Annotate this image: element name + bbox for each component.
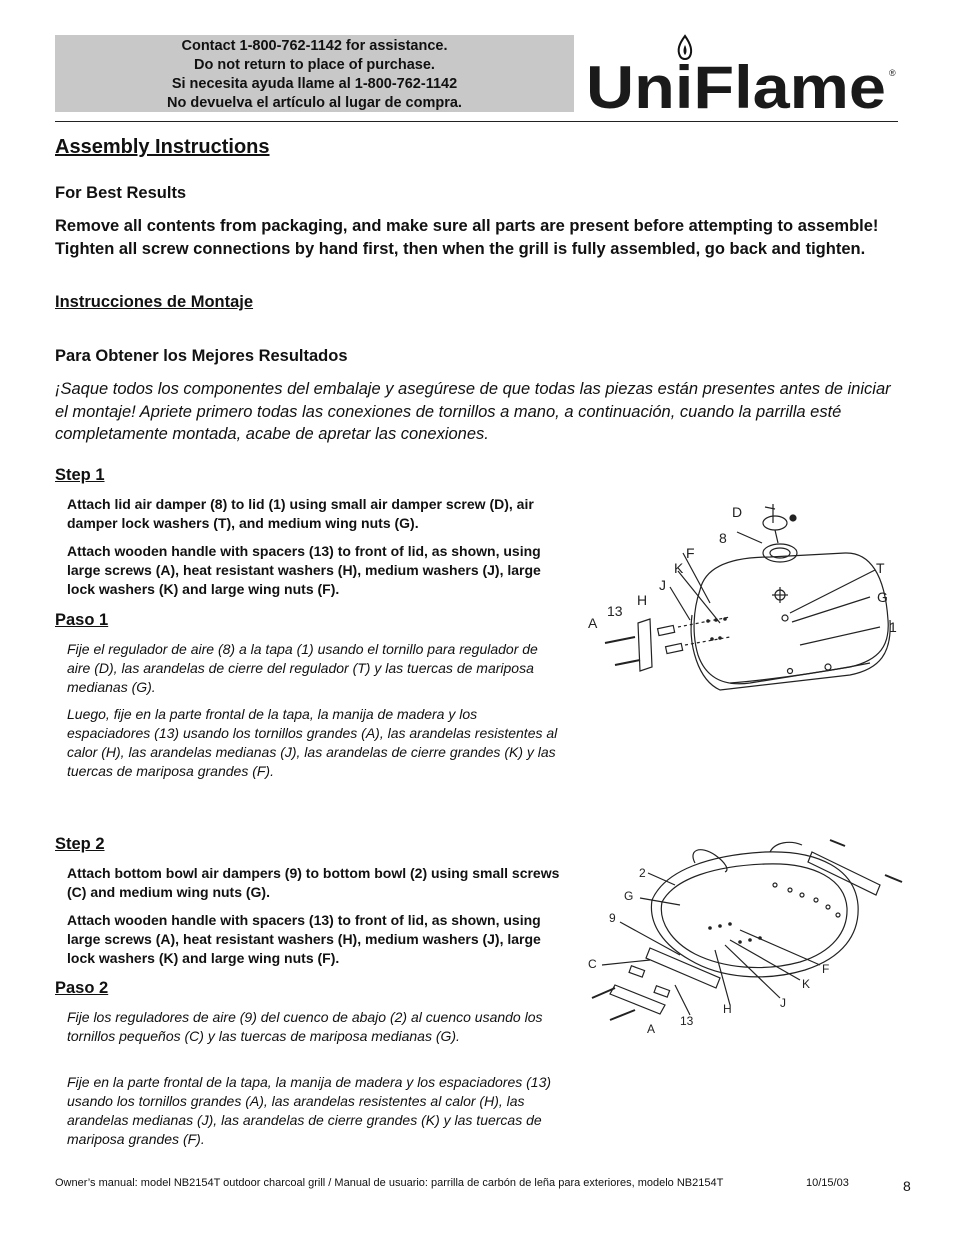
washer-dots bbox=[708, 922, 762, 944]
spacer bbox=[658, 625, 675, 635]
wooden-handle bbox=[610, 985, 665, 1014]
step1-instruction-1-es: Fije el regulador de aire (8) a la tapa (1) usando el tornillo para regulador de aire (D), las arandelas de cierre del regulador (T) y las tuercas de mariposa medianas (G). bbox=[67, 641, 538, 695]
step1-instruction-2: Attach wooden handle with spacers (13) to front of lid, as shown, using large screws (A), heat resistant washers (H), medium washers (J), large lock washers (K) and large wing nuts (F). bbox=[67, 543, 541, 597]
step2-instruction-2-es: Fije en la parte frontal de la tapa, la manija de madera y los espaciadores (13) usando los tornillos grandes (A), las arandelas resistentes al calor (H), las arandelas medianas (J), las arandelas de cierre grandes (K) y las tuercas de mariposa grandes (F). bbox=[67, 1074, 552, 1147]
label-T: T bbox=[876, 560, 885, 576]
step1-heading-es: Paso 1 bbox=[55, 611, 109, 629]
page-title: Assembly Instructions bbox=[55, 136, 270, 158]
label-K: K bbox=[674, 560, 684, 576]
label-G: G bbox=[624, 889, 634, 903]
step2-heading: Step 2 bbox=[55, 835, 105, 853]
lid-rim bbox=[691, 615, 890, 690]
label-A: A bbox=[647, 1022, 656, 1036]
step1-instruction-2-es: Luego, fije en la parte frontal de la tapa, la manija de madera y los espaciadores (13) usando los tornillos grandes (A), las arandelas resistentes al calor (H), las arandelas medianas (J), las arandelas de cierre grandes (K) y las tuercas de mariposa grandes (F). bbox=[67, 706, 558, 779]
label-13: 13 bbox=[607, 603, 623, 619]
step2-instruction-1: Attach bottom bowl air dampers (9) to bottom bowl (2) using small screws (C) and medium wing nuts (G). bbox=[67, 865, 560, 900]
wooden-handle bbox=[638, 619, 652, 671]
air-damper bbox=[763, 544, 797, 562]
label-H: H bbox=[723, 1002, 732, 1016]
label-K: K bbox=[802, 977, 811, 991]
large-screw bbox=[605, 637, 635, 643]
washer-dots bbox=[706, 617, 727, 641]
front-bracket bbox=[646, 948, 720, 988]
step1-heading: Step 1 bbox=[55, 466, 105, 484]
best-results-text: Remove all contents from packaging, and make sure all parts are present before attempting to assemble! Tighten all screw connections by hand first, then when the grill is fully assembled, go back and tighten. bbox=[55, 217, 879, 258]
step2-instruction-2: Attach wooden handle with spacers (13) to front of lid, as shown, using large screws (A), heat resistant washers (H), medium washers (J), large lock washers (K) and large wing nuts (F). bbox=[67, 912, 541, 966]
label-F: F bbox=[686, 545, 695, 561]
logo-text: UniFlame bbox=[586, 54, 886, 114]
notice-line: Si necesita ayuda llame al 1-800-762-1142 bbox=[171, 76, 458, 92]
best-results-heading: For Best Results bbox=[55, 184, 187, 202]
header-rule bbox=[55, 121, 898, 122]
label-H: H bbox=[637, 592, 648, 608]
page-number: 8 bbox=[903, 1178, 911, 1194]
label-A: A bbox=[588, 615, 598, 631]
notice-line: Do not return to place of purchase. bbox=[194, 57, 435, 73]
damper-cap bbox=[763, 516, 787, 530]
step2-heading-es: Paso 2 bbox=[55, 979, 109, 997]
notice-line: No devuelva el artículo al lugar de compra. bbox=[167, 95, 462, 111]
spacer bbox=[666, 643, 683, 653]
uniflame-logo bbox=[584, 28, 900, 114]
best-results-text-es: ¡Saque todos los componentes del embalaje y asegúrese de que todas las piezas están presentes antes de iniciar el montaje! Apriete primero todas las conexiones de tornillos a mano, a continuación, cuando la parrilla esté completamente montada, acabe de apretar las conexiones. bbox=[55, 380, 891, 443]
label-8: 8 bbox=[719, 530, 727, 546]
step2-instruction-1-es: Fije los reguladores de aire (9) del cuenco de abajo (2) al cuenco usando los tornillos pequeños (C) y las tuercas de mariposa medianas (G). bbox=[67, 1009, 543, 1044]
bowl-outline bbox=[651, 852, 858, 977]
registered-mark: ® bbox=[889, 68, 896, 78]
notice-line: Contact 1-800-762-1142 for assistance. bbox=[181, 38, 448, 54]
large-screw bbox=[615, 660, 640, 665]
label-9: 9 bbox=[609, 911, 616, 925]
step1-instruction-1: Attach lid air damper (8) to lid (1) using small air damper screw (D), air damper lock washers (T), and medium wing nuts (G). bbox=[67, 496, 534, 531]
step2-diagram bbox=[580, 830, 910, 1040]
label-J: J bbox=[659, 577, 666, 593]
best-results-heading-es: Para Obtener los Mejores Resultados bbox=[55, 347, 348, 365]
label-13: 13 bbox=[680, 1014, 694, 1028]
label-J: J bbox=[780, 996, 786, 1010]
label-1: 1 bbox=[889, 619, 897, 635]
label-2: 2 bbox=[639, 866, 646, 880]
assistance-notice bbox=[55, 35, 574, 112]
bowl-inner bbox=[661, 864, 847, 968]
label-D: D bbox=[732, 504, 743, 520]
step1-diagram bbox=[580, 495, 910, 705]
large-screw bbox=[592, 988, 615, 998]
label-C: C bbox=[588, 957, 597, 971]
spanish-title: Instrucciones de Montaje bbox=[55, 293, 254, 311]
large-screw bbox=[610, 1010, 635, 1020]
spacer bbox=[629, 966, 645, 977]
label-G: G bbox=[877, 589, 888, 605]
footer-text: Owner’s manual: model NB2154T outdoor charcoal grill / Manual de usuario: parrilla de carbón de leña para exteriores, modelo NB2154T bbox=[55, 1177, 724, 1189]
spacer bbox=[654, 986, 670, 997]
label-F: F bbox=[822, 962, 830, 976]
footer-date: 10/15/03 bbox=[806, 1177, 849, 1189]
lid-outline bbox=[694, 553, 888, 684]
